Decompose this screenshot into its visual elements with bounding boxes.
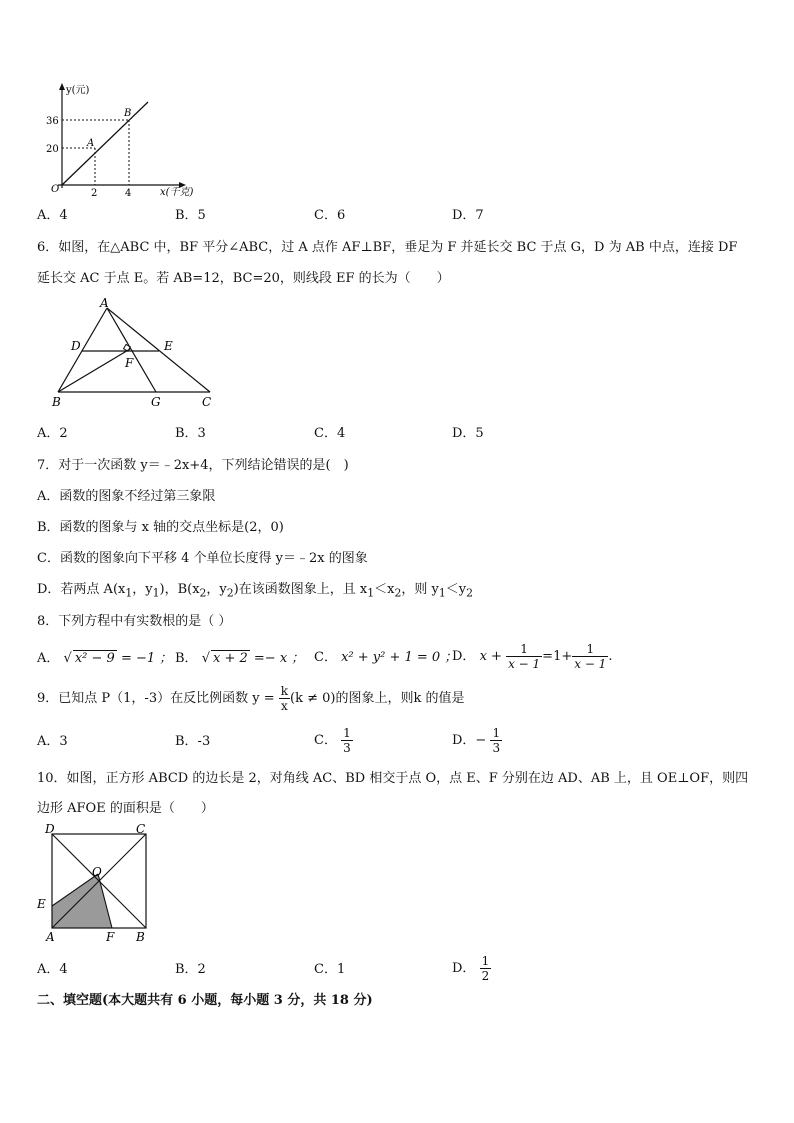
q9-c-fraction: [341, 726, 353, 755]
q7-stem: 7．对于一次函数 y＝﹣2x+4，下列结论错误的是( ): [37, 458, 349, 473]
x-tick-4: 4: [125, 188, 132, 199]
q9-c-label: C．: [314, 733, 337, 748]
y-axis-label: y(元): [66, 85, 90, 96]
y-tick-36: 36: [46, 116, 59, 127]
segment-bf: [58, 349, 130, 392]
q7-d-text3: )，B(x: [159, 582, 200, 597]
q5-graph: [40, 80, 194, 199]
q10-d-den: 2: [481, 969, 490, 983]
q7-d-text6: ＜x: [374, 582, 395, 597]
q7-d-sub7: 1: [438, 586, 446, 600]
q8-stem: 8．下列方程中有实数根的是（ ）: [37, 614, 232, 629]
q8-b-radicand: x + 2: [213, 651, 248, 666]
q7-d-sub3: 2: [199, 586, 207, 600]
q8-d-x: x +: [479, 649, 502, 664]
q8-option-b[interactable]: [175, 650, 304, 667]
q9-option-c[interactable]: [314, 724, 353, 758]
q10-option-d[interactable]: [452, 952, 491, 986]
q10-d-label: D．: [452, 961, 476, 976]
q5-option-b[interactable]: B．5: [175, 208, 206, 223]
q7-option-a[interactable]: A．函数的图象不经过第三象限: [37, 489, 216, 504]
label-a: A: [100, 296, 109, 310]
q9-stem: [37, 682, 464, 716]
label-f: F: [106, 930, 115, 944]
q6-option-b[interactable]: B．3: [175, 426, 206, 441]
q8-option-d[interactable]: [452, 640, 612, 674]
q9-c-den: 3: [343, 741, 351, 755]
q8-a-root-sign: √: [63, 651, 72, 666]
q9-d-den: 3: [492, 741, 501, 755]
label-c: C: [202, 395, 212, 409]
q10-square-figure: [34, 822, 154, 947]
q9-fraction: [279, 684, 290, 713]
label-c: C: [136, 822, 146, 836]
q10-d-fraction: [480, 954, 492, 983]
q10-d-num: 1: [481, 954, 490, 968]
segment-ag: [107, 308, 156, 392]
point-b-label: B: [124, 108, 132, 119]
point-a-label: A: [87, 138, 95, 149]
q7-d-text5: )在该函数图象上，且 x: [233, 582, 368, 597]
q9-option-d[interactable]: [452, 724, 502, 758]
q10-option-a[interactable]: A．4: [37, 962, 68, 977]
q6-option-d[interactable]: D．5: [452, 426, 484, 441]
q9-cond: (k ≠ 0): [290, 691, 336, 706]
q8-b-rhs: =− x ；: [249, 651, 305, 666]
q8-d-num1: 1: [506, 642, 542, 657]
q7-d-sub1: 1: [125, 586, 133, 600]
q9-frac-num: k: [280, 684, 289, 698]
q10-stem-line1: 10．如图，正方形 ABCD 的边长是 2，对角线 AC、BD 相交于点 O，点 E、F 分别在边 AD、AB 上，且 OE⊥OF，则四: [37, 771, 749, 786]
q8-a-radicand: x² − 9: [74, 651, 115, 666]
label-b: B: [52, 395, 61, 409]
q6-stem-line1: 6．如图，在△ABC 中，BF 平分∠ABC，过 A 点作 AF⊥BF，垂足为 F 并延长交 BC 于点 G，D 为 AB 中点，连接 DF: [37, 240, 738, 255]
shaded-region-afoe: [52, 874, 112, 928]
q9-c-num: 1: [343, 726, 351, 740]
q7-option-d[interactable]: [37, 582, 473, 602]
label-e: E: [164, 339, 173, 353]
q7-d-sub8: 2: [466, 586, 473, 600]
q9-frac-den: x: [280, 699, 288, 713]
q8-d-fraction-2: [572, 642, 608, 671]
q10-option-c[interactable]: C．1: [314, 962, 346, 977]
label-f: F: [125, 356, 134, 370]
label-b: B: [136, 930, 145, 944]
label-a: A: [46, 930, 55, 944]
q9-stem-pre: 9．已知点 P（1，-3）在反比例函数 y =: [37, 691, 275, 706]
side-ab: [58, 308, 107, 392]
origin-label: O: [51, 184, 60, 195]
q7-d-sub5: 1: [367, 586, 375, 600]
q5-option-d[interactable]: D．7: [452, 208, 484, 223]
q7-option-b[interactable]: B．函数的图象与 x 轴的交点坐标是(2，0): [37, 520, 284, 535]
q5-option-c[interactable]: C．6: [314, 208, 346, 223]
q7-d-text7: ，则 y: [401, 582, 439, 597]
q8-b-label: B．: [175, 651, 198, 666]
label-e: E: [37, 897, 46, 911]
label-o: O: [92, 865, 102, 879]
q8-option-a[interactable]: [37, 650, 172, 667]
q7-d-text2: ，y: [132, 582, 153, 597]
q6-option-a[interactable]: A．2: [37, 426, 68, 441]
label-d: D: [45, 822, 55, 836]
q8-c-label: C．: [314, 650, 337, 665]
y-axis-arrow: [59, 83, 65, 90]
q9-option-a[interactable]: A．3: [37, 734, 68, 749]
q8-d-end: .: [608, 649, 613, 664]
q8-b-root-sign: √: [201, 651, 210, 666]
q8-c-expr: x² + y² + 1 = 0 ；: [341, 650, 458, 665]
q10-option-b[interactable]: B．2: [175, 962, 206, 977]
q7-d-sub4: 2: [226, 586, 234, 600]
q9-d-num: 1: [492, 726, 501, 740]
q7-d-text8: ＜y: [445, 582, 467, 597]
function-line: [62, 102, 148, 185]
q6-stem-line2: 延长交 AC 于点 E。若 AB=12，BC=20，则线段 EF 的长为（ ）: [37, 271, 450, 286]
q5-option-a[interactable]: A．4: [37, 208, 68, 223]
q9-stem-post: 的图象上，则k 的值是: [335, 691, 465, 706]
q8-a-label: A．: [37, 651, 60, 666]
q8-a-rhs: = −1 ；: [116, 651, 173, 666]
y-tick-20: 20: [46, 144, 59, 155]
q6-option-c[interactable]: C．4: [314, 426, 346, 441]
q8-d-label: D．: [452, 649, 476, 664]
side-ac: [107, 308, 210, 392]
q8-d-den2: x − 1: [574, 657, 607, 671]
q8-d-eq: =1+: [542, 649, 573, 664]
q9-d-fraction: [490, 726, 502, 755]
q10-stem-line2: 边形 AFOE 的面积是（ ）: [37, 801, 214, 816]
q8-option-c[interactable]: [314, 650, 457, 666]
q7-d-text1: D．若两点 A(x: [37, 582, 126, 597]
q8-d-num2: 1: [572, 642, 608, 657]
q6-triangle-figure: [48, 296, 223, 410]
q7-d-text4: ，y: [206, 582, 227, 597]
x-tick-2: 2: [91, 188, 98, 199]
x-axis-label: x(千克): [160, 187, 194, 198]
q8-d-fraction-1: [506, 642, 542, 671]
q9-d-label: D．−: [452, 733, 487, 748]
q9-option-b[interactable]: B．-3: [175, 734, 211, 749]
section-two-heading: 二、填空题(本大题共有 6 小题，每小题 3 分，共 18 分): [37, 993, 373, 1008]
label-g: G: [151, 395, 161, 409]
q7-d-sub2: 1: [152, 586, 160, 600]
q7-option-c[interactable]: C．函数的图象向下平移 4 个单位长度得 y＝﹣2x 的图象: [37, 551, 368, 566]
q7-d-sub6: 2: [394, 586, 402, 600]
label-d: D: [71, 339, 81, 353]
q8-d-den1: x − 1: [508, 657, 541, 671]
